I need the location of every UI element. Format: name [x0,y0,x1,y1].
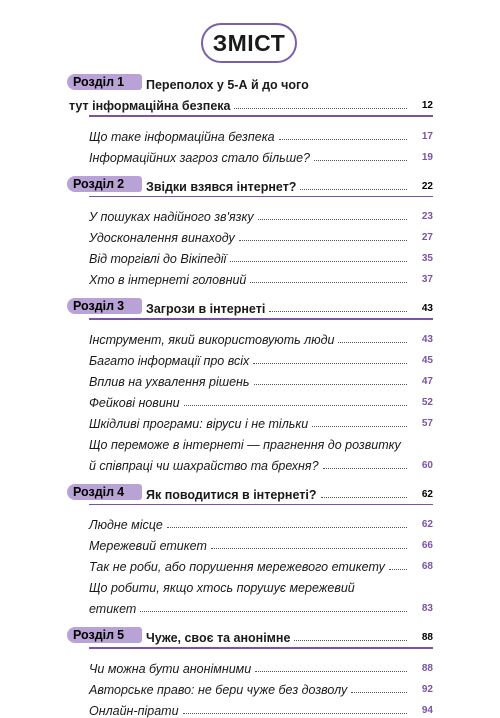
section-badge [69,298,136,314]
toc-entry[interactable] [69,655,433,676]
toc-entry[interactable] [69,574,433,595]
entry-title: Вплив на ухвалення рішень [89,374,250,389]
entry-title: Хто в інтернеті головний [89,273,247,287]
toc-entry[interactable] [69,511,433,532]
section-title: Загрози в інтернеті [146,302,266,316]
toc-entry[interactable] [69,266,433,287]
toc-entry[interactable] [69,368,433,389]
leader-dots [250,282,407,283]
section-divider [89,647,433,649]
page-number: 23 [421,211,433,222]
page-title: ЗМІСТ [201,23,297,63]
entry-title-cont: й співпраці чи шахрайство та брехня? [89,458,319,473]
section-badge-number: 5 [117,628,125,642]
section-badge-label: Розділ [73,299,115,313]
section-5 [69,624,433,718]
page-number: 19 [421,151,433,163]
section-divider [89,196,433,198]
entry-title: Що таке інформаційна безпека [89,129,275,144]
entry-title: Багато інформації про всіх [89,353,250,368]
leader-dots [230,261,407,262]
section-badge [69,176,136,192]
leader-dots [323,468,407,469]
page-number: 47 [421,375,433,387]
page-number: 62 [421,488,433,500]
entry-title: Авторське право: не бери чуже без дозволу [89,682,348,697]
section-divider [89,318,433,320]
leader-dots [184,405,407,406]
section-title: Як поводитися в інтернеті? [146,487,317,502]
toc-entry[interactable] [69,92,433,113]
leader-dots [312,426,407,427]
leader-dots [314,160,407,161]
page-number: 60 [421,459,433,471]
page-number: 22 [421,180,433,192]
section-title: Переполох у 5-А й до чого [146,78,309,92]
toc-entry[interactable] [69,203,433,224]
page-number: 27 [421,232,433,243]
leader-dots [255,671,407,672]
toc-entry[interactable] [69,481,433,502]
toc-entry[interactable] [69,224,433,245]
page-number: 12 [421,100,433,111]
entry-title: У пошуках надійного зв'язку [89,210,254,224]
entry-title: Людне місце [89,518,163,532]
toc-entry[interactable] [69,532,433,553]
page-number: 57 [421,417,433,429]
section-badge-number: 2 [117,176,125,191]
section-title-cont: тут інформаційна безпека [69,99,231,113]
page-number: 35 [421,253,433,264]
section-badge [69,627,136,643]
entry-title: Інформаційних загроз стало більше? [89,150,311,165]
leader-dots [294,640,407,641]
leader-dots [269,311,407,312]
entry-title: Так не роби, або порушення мережевого етикету [89,560,385,574]
page-number: 68 [421,561,433,572]
section-badge-number: 1 [117,75,125,89]
leader-dots [239,240,407,241]
toc-entry-cont[interactable] [69,595,433,616]
toc-entry[interactable] [69,389,433,410]
leader-dots [254,384,408,385]
section-3 [69,295,433,473]
leader-dots [258,219,407,220]
entry-title: Що переможе в інтернеті — прагнення до розвитку [89,437,401,452]
leader-dots [321,497,408,498]
leader-dots [351,692,407,693]
page-number: 52 [421,396,433,408]
toc-entry[interactable] [69,410,433,431]
toc-entry[interactable] [69,431,433,452]
toc-entry[interactable] [69,553,433,574]
section-title: Чуже, своє та анонімне [146,631,291,645]
leader-dots [253,363,407,364]
page-number: 43 [421,333,433,345]
toc-entry[interactable] [69,347,433,368]
entry-title: Удосконалення винаходу [89,231,235,245]
entry-title: Фейкові новини [89,395,180,410]
page-number: 94 [421,704,433,716]
page-number: 43 [421,303,433,314]
section-badge-number: 3 [117,299,125,313]
leader-dots [140,611,407,612]
page-number: 88 [421,662,433,674]
section-title: Звідки взявся інтернет? [146,179,297,194]
toc-entry[interactable] [69,295,433,316]
entry-title: Що робити, якщо хтось порушує мережевий [89,581,355,595]
section-badge-label: Розділ [73,628,115,642]
toc-entry[interactable] [69,697,433,718]
leader-dots [167,527,407,528]
section-badge-label: Розділ [73,176,115,191]
section-badge-number: 4 [117,484,125,499]
entry-title: Інструмент, який використовують люди [89,332,335,347]
section-1 [69,70,433,165]
toc-entry[interactable] [69,123,433,144]
page-number: 17 [421,130,433,142]
section-badge[interactable] [69,74,136,90]
section-divider [89,504,433,506]
page-number: 45 [421,354,433,366]
leader-dots [183,713,407,714]
toc-entry-cont[interactable] [69,452,433,473]
entry-title: Чи можна бути анонімними [89,661,252,676]
toc-entry[interactable] [69,676,433,697]
section-divider [89,115,433,117]
page-number: 83 [421,603,433,614]
section-badge-label: Розділ [73,75,115,89]
section-1-header [69,70,433,92]
leader-dots [300,189,407,190]
page-number: 62 [421,519,433,530]
leader-dots [279,139,407,140]
page-number: 66 [421,540,433,551]
toc-entry[interactable] [69,245,433,266]
section-4 [69,481,433,617]
section-badge [69,484,136,500]
table-of-contents [69,70,433,718]
toc-entry[interactable] [69,326,433,347]
entry-title: Мережевий етикет [89,539,207,553]
toc-entry[interactable] [69,144,433,165]
entry-title-cont: етикет [89,602,137,616]
page-number: 92 [421,683,433,695]
toc-entry[interactable] [69,624,433,645]
section-2 [69,173,433,288]
page-number: 88 [421,632,433,643]
page-number: 37 [421,274,433,285]
section-badge-label: Розділ [73,484,115,499]
leader-dots [234,108,407,109]
entry-title: Від торгівлі до Вікіпедії [89,252,227,266]
leader-dots [211,548,407,549]
leader-dots [389,569,407,570]
entry-title: Онлайн-пірати [89,703,179,718]
entry-title: Шкідливі програми: віруси і не тільки [89,416,309,431]
toc-entry[interactable] [69,173,433,194]
leader-dots [338,342,407,343]
